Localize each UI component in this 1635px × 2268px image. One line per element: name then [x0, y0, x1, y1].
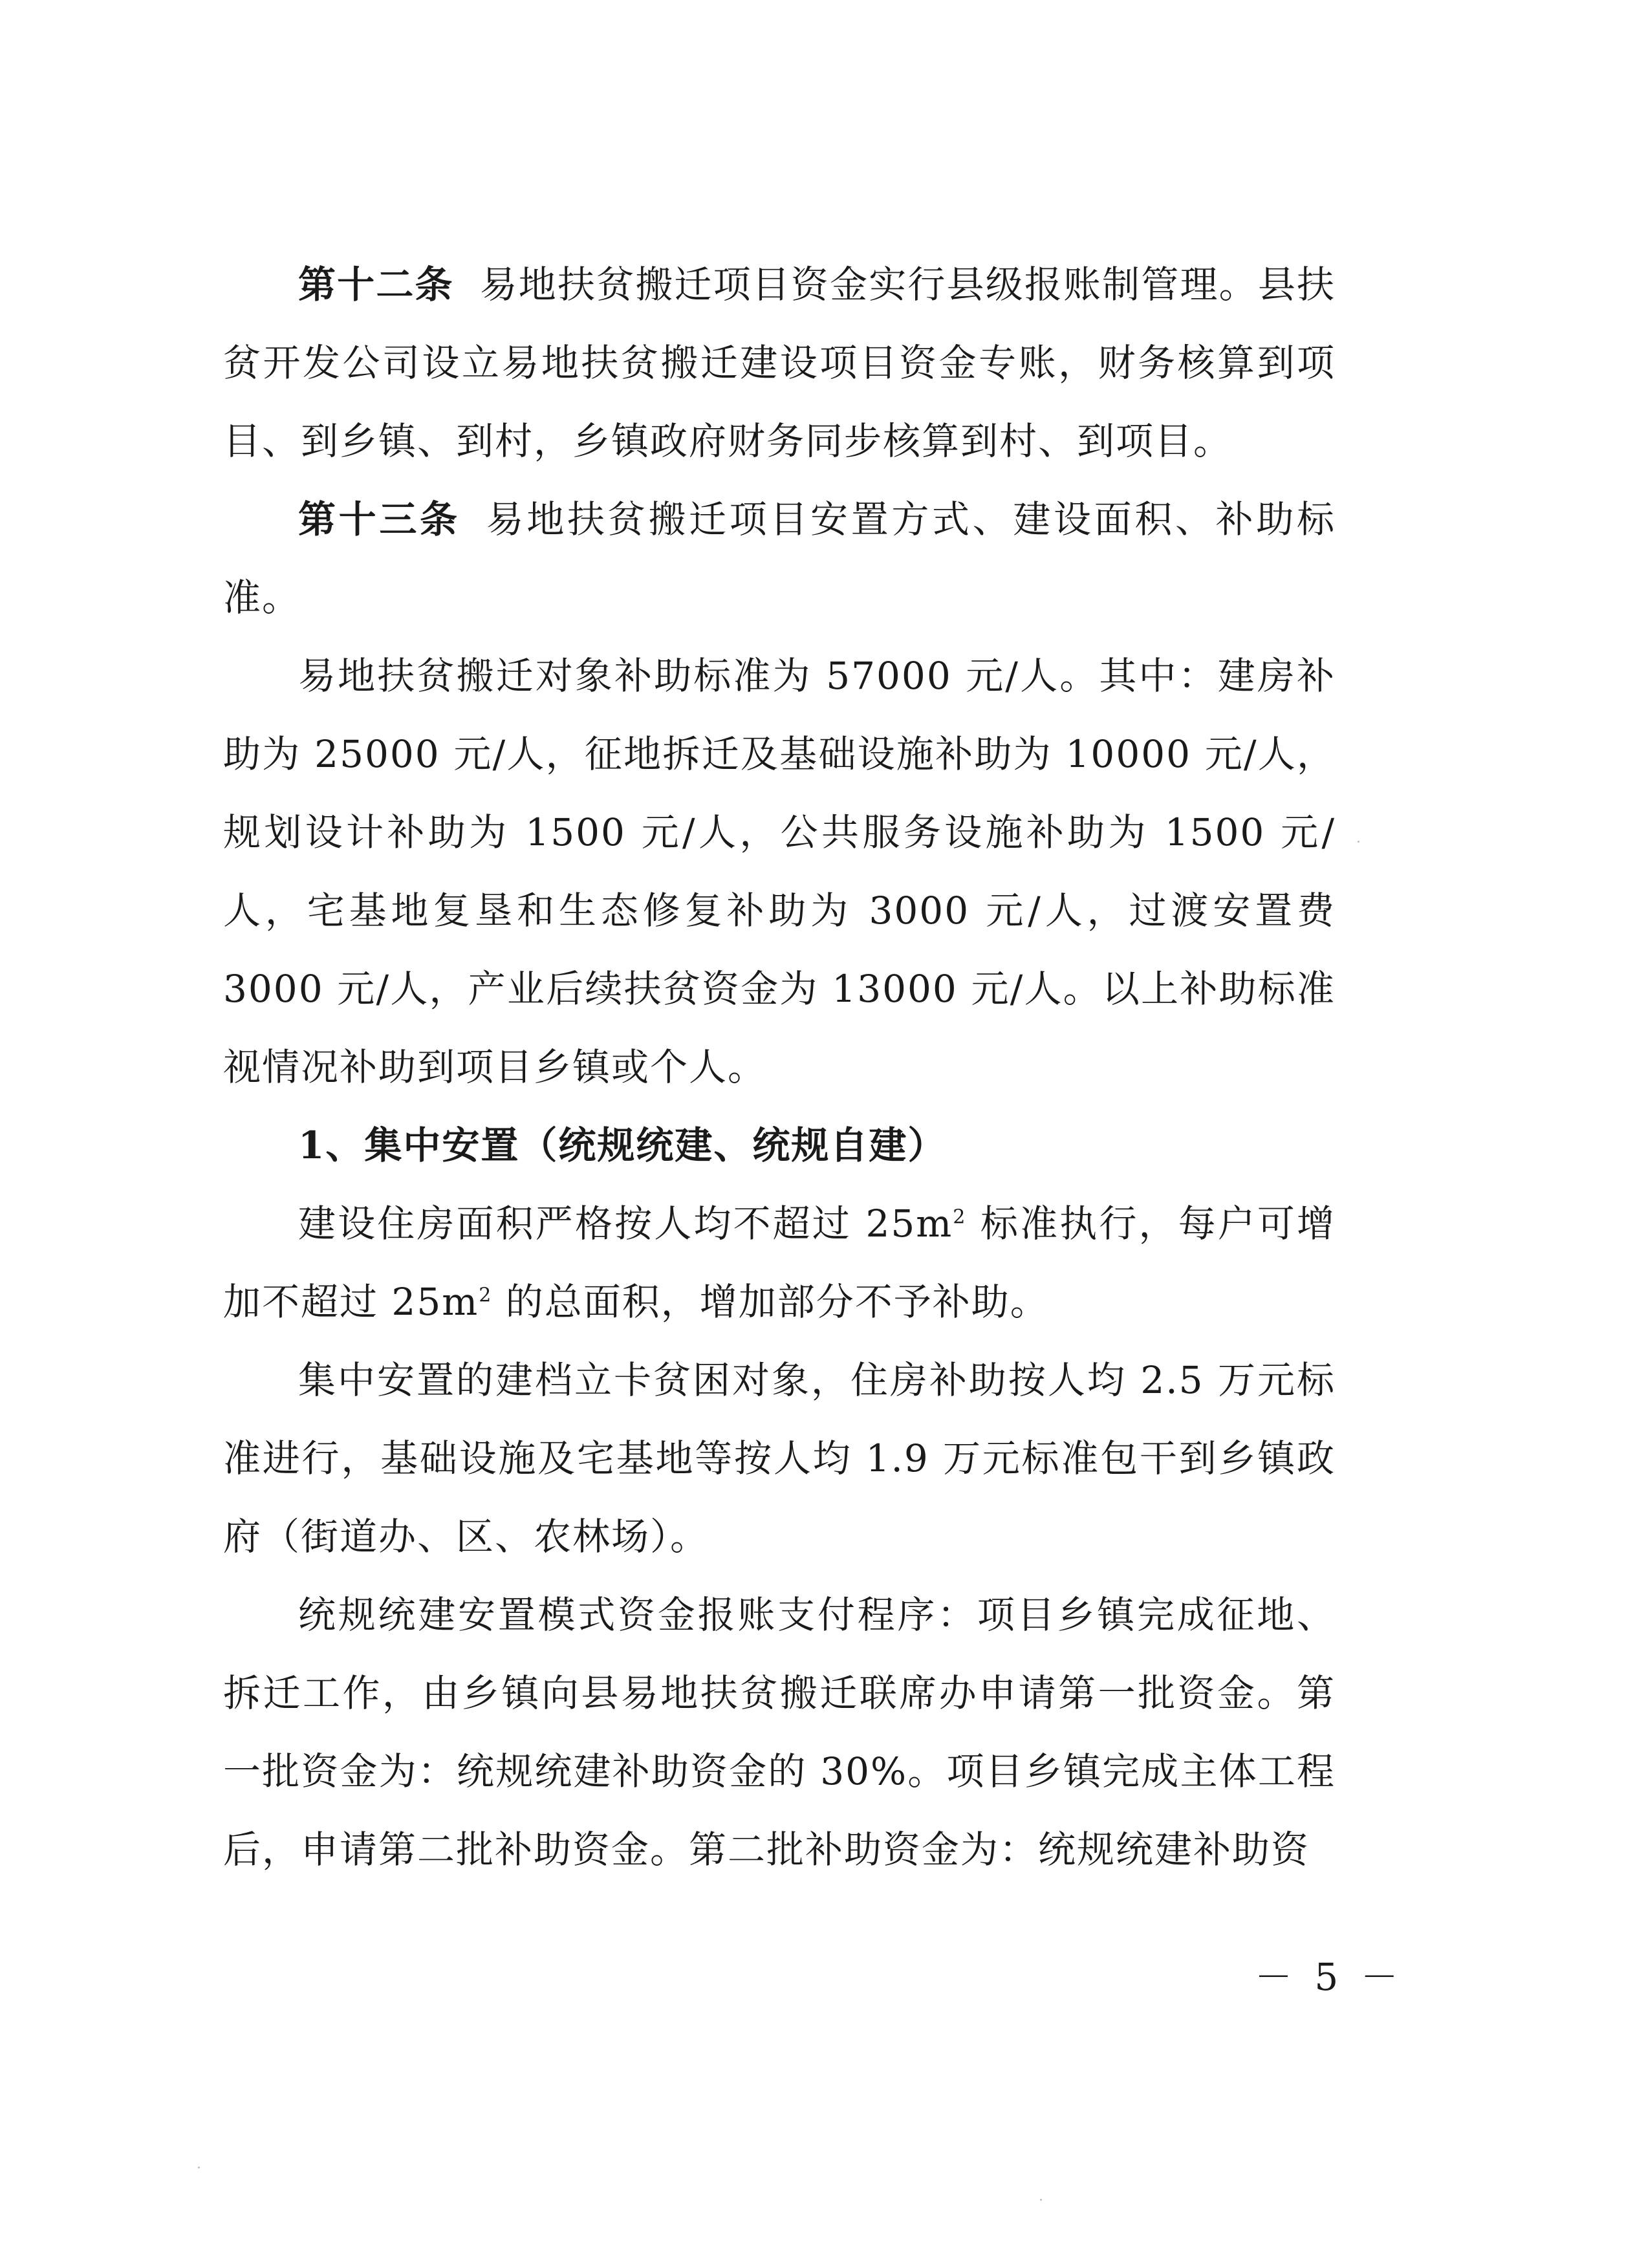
- square-superscript-1: 2: [953, 1205, 967, 1229]
- scan-speck: [1358, 841, 1359, 843]
- article-13-paragraph: [223, 481, 1336, 637]
- scan-speck: [1040, 2199, 1042, 2201]
- housing-subsidy-paragraph: 集中安置的建档立卡贫困对象，住房补助按人均 2.5 万元标准进行，基础设施及宅基地等按人均 1.9 万元标准包干到乡镇政府（街道办、区、农林场）。: [223, 1358, 1336, 1559]
- centralized-resettlement-heading: 1、集中安置（统规统建、统规自建）: [298, 1123, 947, 1167]
- article-13-text: 易地扶贫搬迁项目安置方式、建设面积、补助标准。: [223, 497, 1336, 620]
- article-12-text: 易地扶贫搬迁项目资金实行县级报账制管理。县扶贫开发公司设立易地扶贫搬迁建设项目资金专账，财务核算到项目、到乡镇、到村，乡镇政府财务同步核算到村、到项目。: [223, 263, 1336, 463]
- square-superscript-2: 2: [479, 1284, 493, 1307]
- subsidy-standard-paragraph: 易地扶贫搬迁对象补助标准为 57000 元/人。其中：建房补助为 25000 元/人，征地拆迁及基础设施补助为 10000 元/人，规划设计补助为 1500 元/人，公共服务设施补助为 1500 元/人，宅基地复垦和生态修复补助为 3000 元/人，过渡安置费 3000 元/人，产业后续扶贫资金为 13000 元/人。以上补助标准视情况补助到项目乡镇或个人。: [223, 654, 1336, 1089]
- housing-area-paragraph: [223, 1185, 1336, 1341]
- article-12-paragraph: [223, 246, 1336, 481]
- page-number: － 5 －: [1255, 1955, 1403, 1999]
- article-12-heading: 第十二条: [298, 263, 454, 307]
- article-13-heading: 第十三条: [298, 497, 460, 541]
- housing-area-text-1: 建设住房面积严格按人均不超过 25m: [298, 1202, 953, 1246]
- housing-area-text-2: 标准执行，每户可增加不超过 25m: [223, 1202, 1336, 1324]
- payment-procedure-paragraph: 统规统建安置模式资金报账支付程序：项目乡镇完成征地、拆迁工作，由乡镇向县易地扶贫搬迁联席办申请第一批资金。第一批资金为：统规统建补助资金的 30%。项目乡镇完成主体工程后，申请第二批补助资金。第二批补助资金为：统规统建补助资: [223, 1593, 1336, 1872]
- housing-area-text-3: 的总面积，增加部分不予补助。: [492, 1280, 1049, 1324]
- scan-speck: [198, 2166, 200, 2168]
- document-body: [223, 246, 1336, 1889]
